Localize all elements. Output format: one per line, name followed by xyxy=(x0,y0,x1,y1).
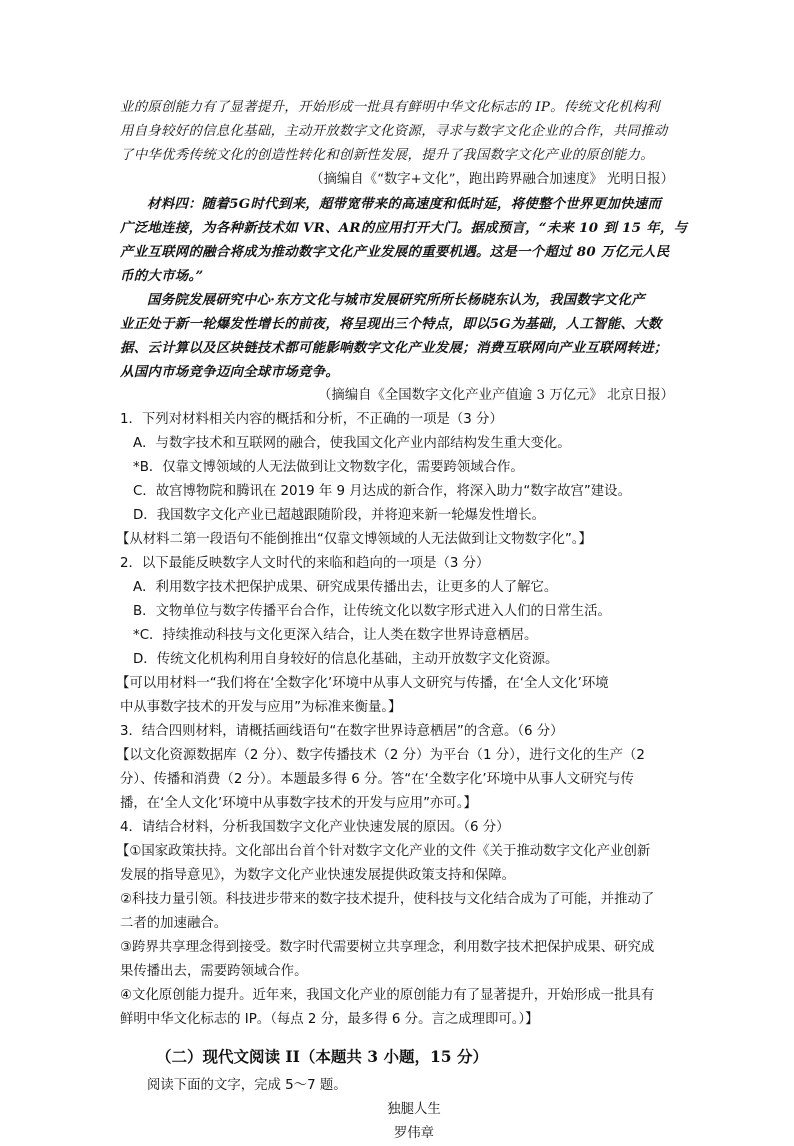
text-line: 币的大市场。” xyxy=(120,268,204,284)
material4 xyxy=(120,192,688,408)
text-line: 国务院发展研究中心·东方文化与城市发展研究所所长杨晓东认为，我国数字文化产 xyxy=(147,292,645,308)
instruction: 阅读下面的文字，完成 5～7 题。 xyxy=(147,1078,347,1093)
answer-note: ②科技力量引领。科技进步带来的数字技术提升，使科技与文化结合成为了可能，并推动了 xyxy=(120,892,655,907)
text-line: 了中华优秀传统文化的创造性转化和创新性发展，提升了我国数字文化产业的原创能力。 xyxy=(120,148,654,163)
answer-note: ④文化原创能力提升。近年来，我国文化产业的原创能力有了显著提升，开始形成一批具有 xyxy=(120,988,655,1003)
question-3 xyxy=(116,720,680,816)
question-stem: 2．以下最能反映数字人文时代的来临和趋向的一项是（3 分） xyxy=(120,556,490,571)
question-stem: 1．下列对材料相关内容的概括和分析，不正确的一项是（3 分） xyxy=(120,412,503,427)
source-citation: （摘编自《“数字+文化”，跑出跨界融合加速度》 光明日报） xyxy=(310,172,674,187)
option-b: *B．仅靠文博领域的人无法做到让文物数字化，需要跨领域合作。 xyxy=(133,460,524,475)
text-line: 产业互联网的融合将成为推动数字文化产业发展的重要机遇。这是一个超过 80 万亿元人民 xyxy=(120,244,670,260)
answer-note: 分）、传播和消费（2 分）。本题最多得 6 分。答“在‘全数字化’环境中从事人文研究与传 xyxy=(120,772,634,787)
answer-note: 果传播出去，需要跨领域合作。 xyxy=(120,964,308,979)
text-line: 从国内市场竞争迈向全球市场竞争。 xyxy=(120,364,340,380)
option-d: D．我国数字文化产业已超越跟随阶段，并将迎来新一轮爆发性增长。 xyxy=(133,508,546,523)
answer-note: 中从事数字技术的开发与应用”为标准来衡量。】 xyxy=(120,700,402,715)
question-4 xyxy=(116,816,680,1032)
answer-note: 【①国家政策扶持。文化部出台首个针对数字文化产业的文件《关于推动数字文化产业创新 xyxy=(116,844,651,859)
answer-note: 【以文化资源数据库（2 分）、数字传播技术（2 分）为平台（1 分），进行文化的生产（2 xyxy=(116,748,645,763)
answer-note: 【从材料二第一段语句不能倒推出“仅靠文博领域的人无法做到让文物数字化”。】 xyxy=(116,532,592,547)
answer-note: 发展的指导意见》，为数字文化产业快速发展提供政策支持和保障。 xyxy=(120,868,516,883)
question-1 xyxy=(116,408,680,552)
answer-note: 鲜明中华文化标志的 IP。（每点 2 分，最多得 6 分。言之成理即可。）】 xyxy=(120,1012,539,1027)
answer-note: 二者的加速融合。 xyxy=(120,916,228,931)
text-line: 广泛地连接，为各种新技术如 VR、AR的应用打开大门。据成预言，“未来 10 到 15 年，与 xyxy=(120,220,688,236)
source-citation: （摘编自《全国数字文化产业产值逾 3 万亿元》 北京日报） xyxy=(317,388,674,403)
material3-tail xyxy=(120,96,680,192)
text-line: 用自身较好的信息化基础，主动开放数字文化资源，寻求与数字文化企业的合作，共同推动 xyxy=(120,124,668,139)
answer-note: 播，在‘全人文化’环境中从事数字技术的开发与应用”亦可。】 xyxy=(120,796,477,811)
option-c: C．故宫博物院和腾讯在 2019 年 9 月达成的新合作，将深入助力“数字故宫”建设。 xyxy=(133,484,631,499)
text-line: 业的原创能力有了显著提升，开始形成一批具有鲜明中华文化标志的 IP。传统文化机构利 xyxy=(120,100,660,115)
option-b: B．文物单位与数字传播平台合作，让传统文化以数字形式进入人们的日常生活。 xyxy=(133,604,611,619)
answer-note: ③跨界共享理念得到接受。数字时代需要树立共享理念，利用数字技术把保护成果、研究成 xyxy=(120,940,655,955)
article-author: 罗伟章 xyxy=(393,1126,435,1141)
text-line: 据、云计算以及区块链技术都可能影响数字文化产业发展；消费互联网向产业互联网转进； xyxy=(120,340,668,356)
question-stem: 4．请结合材料，分析我国数字文化产业快速发展的原因。（6 分） xyxy=(120,820,510,835)
section-2 xyxy=(120,1042,680,1146)
question-stem: 3．结合四则材料，请概括画线语句“在数字世界诗意栖居”的含意。（6 分） xyxy=(120,724,564,739)
text-line: 业正处于新一轮爆发性增长的前夜，将呈现出三个特点，即以5G为基础，人工智能、大数 xyxy=(120,316,662,332)
article-title: 独腿人生 xyxy=(387,1102,441,1117)
option-d: D．传统文化机构利用自身较好的信息化基础，主动开放数字文化资源。 xyxy=(133,652,559,667)
answer-note: 【可以用材料一“我们将在‘全数字化’环境中从事人文研究与传播，在‘全人文化’环境 xyxy=(116,676,609,691)
option-a: A．利用数字技术把保护成果、研究成果传播出去，让更多的人了解它。 xyxy=(133,580,558,595)
option-a: A．与数字技术和互联网的融合，使我国文化产业内部结构发生重大变化。 xyxy=(133,436,571,451)
text-line: 材料四：随着5G时代到来，超带宽带来的高速度和低时延，将使整个世界更加快速而 xyxy=(147,196,662,212)
question-2 xyxy=(116,552,680,720)
option-c: *C．持续推动科技与文化更深入结合，让人类在数字世界诗意栖居。 xyxy=(133,628,538,643)
document-page xyxy=(116,96,688,1146)
section-heading: （二）现代文阅读 II（本题共 3 小题，15 分） xyxy=(156,1047,488,1066)
